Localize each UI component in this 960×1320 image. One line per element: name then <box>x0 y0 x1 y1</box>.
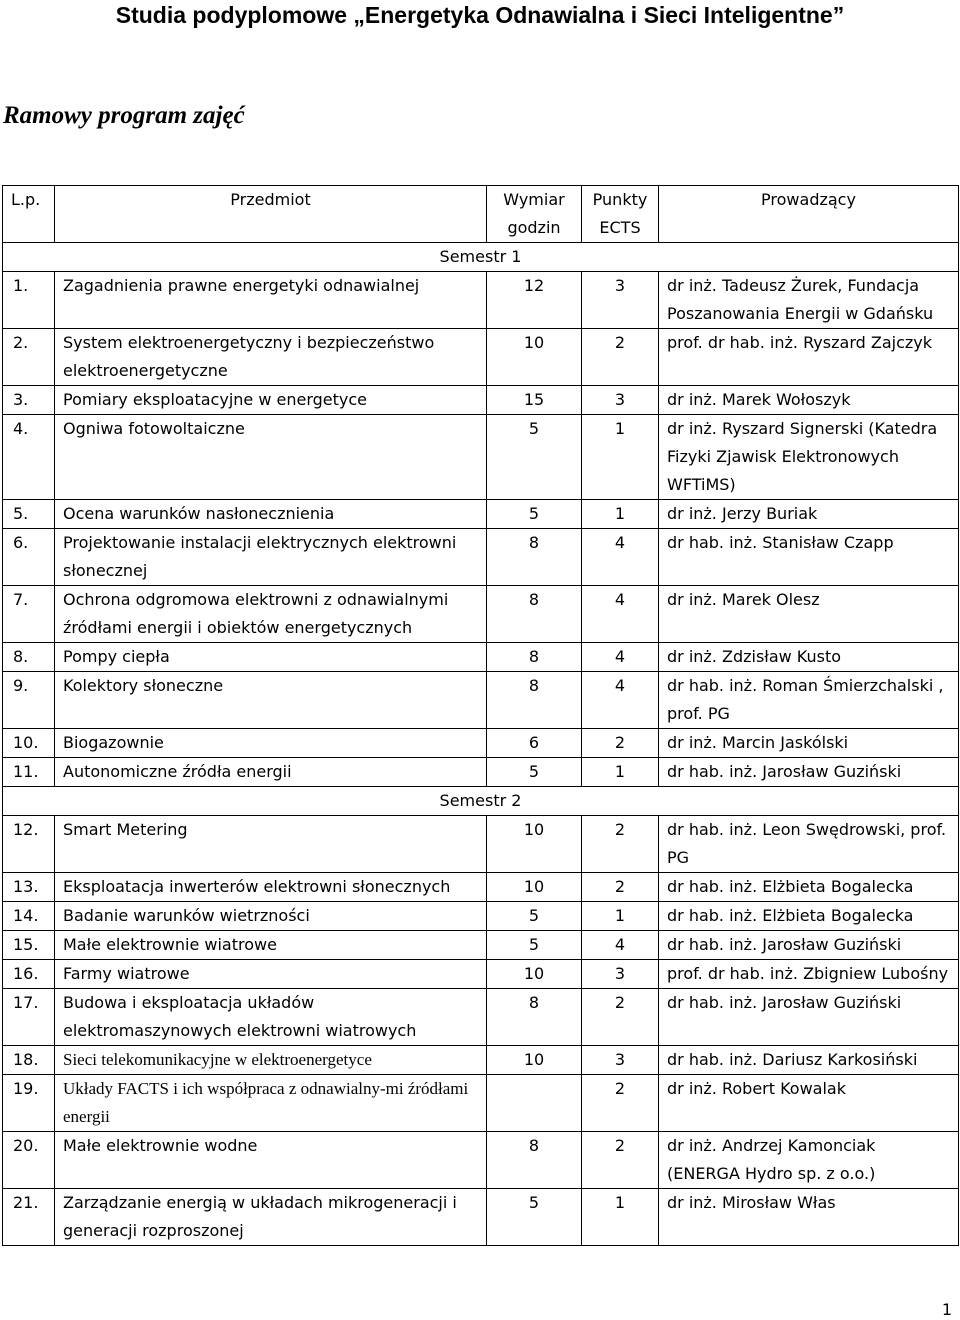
row-hours: 10 <box>487 1046 582 1075</box>
row-hours: 10 <box>487 816 582 873</box>
row-hours <box>487 1075 582 1132</box>
row-lp: 5. <box>3 500 55 529</box>
row-hours: 5 <box>487 758 582 787</box>
row-subject: Ogniwa fotowoltaiczne <box>55 415 487 500</box>
row-lecturer: dr hab. inż. Jarosław Guziński <box>659 758 959 787</box>
header-hours: Wymiar godzin <box>487 186 582 243</box>
row-ects: 2 <box>582 729 659 758</box>
row-lecturer: prof. dr hab. inż. Zbigniew Lubośny <box>659 960 959 989</box>
row-lecturer: dr inż. Jerzy Buriak <box>659 500 959 529</box>
row-lecturer: dr inż. Mirosław Włas <box>659 1189 959 1246</box>
row-lecturer: dr hab. inż. Elżbieta Bogalecka <box>659 902 959 931</box>
row-ects: 2 <box>582 989 659 1046</box>
row-lecturer: dr inż. Zdzisław Kusto <box>659 643 959 672</box>
row-lp: 2. <box>3 329 55 386</box>
row-ects: 4 <box>582 586 659 643</box>
row-lp: 21. <box>3 1189 55 1246</box>
row-lp: 7. <box>3 586 55 643</box>
table-row <box>3 873 959 902</box>
row-subject: Eksploatacja inwerterów elektrowni słonecznych <box>55 873 487 902</box>
row-ects: 2 <box>582 329 659 386</box>
table-row <box>3 1046 959 1075</box>
row-lp: 10. <box>3 729 55 758</box>
table-row <box>3 329 959 386</box>
row-ects: 1 <box>582 758 659 787</box>
row-subject: Zagadnienia prawne energetyki odnawialnej <box>55 272 487 329</box>
row-lp: 9. <box>3 672 55 729</box>
row-hours: 8 <box>487 989 582 1046</box>
table-row <box>3 1075 959 1132</box>
table-row <box>3 500 959 529</box>
semester-row <box>3 787 959 816</box>
table-row <box>3 386 959 415</box>
row-subject: Badanie warunków wietrzności <box>55 902 487 931</box>
row-hours: 8 <box>487 529 582 586</box>
header-subject: Przedmiot <box>55 186 487 243</box>
row-lp: 11. <box>3 758 55 787</box>
row-lp: 14. <box>3 902 55 931</box>
table-row <box>3 672 959 729</box>
row-ects: 2 <box>582 873 659 902</box>
row-lecturer: prof. dr hab. inż. Ryszard Zajczyk <box>659 329 959 386</box>
row-ects: 3 <box>582 1046 659 1075</box>
row-lp: 13. <box>3 873 55 902</box>
table-row <box>3 989 959 1046</box>
table-row <box>3 415 959 500</box>
row-lp: 6. <box>3 529 55 586</box>
document-subtitle: Ramowy program zajęć <box>3 102 245 129</box>
row-subject: Zarządzanie energią w układach mikrogeneracji i generacji rozproszonej <box>55 1189 487 1246</box>
row-subject: Biogazownie <box>55 729 487 758</box>
table-row <box>3 586 959 643</box>
row-ects: 3 <box>582 960 659 989</box>
row-lecturer: dr hab. inż. Dariusz Karkosiński <box>659 1046 959 1075</box>
row-lp: 3. <box>3 386 55 415</box>
row-hours: 8 <box>487 586 582 643</box>
table-row <box>3 758 959 787</box>
row-hours: 8 <box>487 672 582 729</box>
row-hours: 6 <box>487 729 582 758</box>
table-row <box>3 272 959 329</box>
row-lp: 19. <box>3 1075 55 1132</box>
semester2-label: Semestr 2 <box>3 787 959 816</box>
row-lecturer: dr hab. inż. Roman Śmierzchalski , prof. PG <box>659 672 959 729</box>
row-subject: Pompy ciepła <box>55 643 487 672</box>
row-lp: 16. <box>3 960 55 989</box>
row-lecturer: dr inż. Marcin Jaskólski <box>659 729 959 758</box>
row-lp: 18. <box>3 1046 55 1075</box>
row-lecturer: dr inż. Ryszard Signerski (Katedra Fizyki Zjawisk Elektronowych WFTiMS) <box>659 415 959 500</box>
row-hours: 10 <box>487 329 582 386</box>
table-header-row <box>3 186 959 243</box>
row-ects: 1 <box>582 1189 659 1246</box>
table-row <box>3 729 959 758</box>
row-lecturer: dr hab. inż. Jarosław Guziński <box>659 989 959 1046</box>
row-subject: Sieci telekomunikacyjne w elektroenergetyce <box>55 1046 487 1075</box>
row-subject: Układy FACTS i ich współpraca z odnawialny-mi źródłami energii <box>55 1075 487 1132</box>
row-subject: Ochrona odgromowa elektrowni z odnawialnymi źródłami energii i obiektów energetycznych <box>55 586 487 643</box>
row-lp: 20. <box>3 1132 55 1189</box>
table-row <box>3 1189 959 1246</box>
header-ects: Punkty ECTS <box>582 186 659 243</box>
row-hours: 5 <box>487 1189 582 1246</box>
semester1-label: Semestr 1 <box>3 243 959 272</box>
table-row <box>3 902 959 931</box>
row-subject: Budowa i eksploatacja układów elektromaszynowych elektrowni wiatrowych <box>55 989 487 1046</box>
row-lecturer: dr inż. Marek Wołoszyk <box>659 386 959 415</box>
row-lecturer: dr inż. Robert Kowalak <box>659 1075 959 1132</box>
table-row <box>3 1132 959 1189</box>
row-ects: 2 <box>582 1132 659 1189</box>
row-subject: Autonomiczne źródła energii <box>55 758 487 787</box>
table-row <box>3 643 959 672</box>
row-lp: 8. <box>3 643 55 672</box>
table-row <box>3 931 959 960</box>
row-lp: 12. <box>3 816 55 873</box>
row-subject: Smart Metering <box>55 816 487 873</box>
row-lp: 17. <box>3 989 55 1046</box>
row-subject: System elektroenergetyczny i bezpieczeństwo elektroenergetyczne <box>55 329 487 386</box>
row-hours: 15 <box>487 386 582 415</box>
row-lecturer: dr hab. inż. Jarosław Guziński <box>659 931 959 960</box>
row-hours: 5 <box>487 415 582 500</box>
row-ects: 1 <box>582 500 659 529</box>
row-hours: 10 <box>487 960 582 989</box>
row-lecturer: dr inż. Tadeusz Żurek, Fundacja Poszanowania Energii w Gdańsku <box>659 272 959 329</box>
row-subject: Małe elektrownie wodne <box>55 1132 487 1189</box>
semester-row <box>3 243 959 272</box>
row-lp: 4. <box>3 415 55 500</box>
row-ects: 1 <box>582 415 659 500</box>
row-lecturer: dr hab. inż. Elżbieta Bogalecka <box>659 873 959 902</box>
row-hours: 8 <box>487 643 582 672</box>
row-hours: 12 <box>487 272 582 329</box>
row-subject: Ocena warunków nasłonecznienia <box>55 500 487 529</box>
row-hours: 10 <box>487 873 582 902</box>
row-subject: Małe elektrownie wiatrowe <box>55 931 487 960</box>
document-title: Studia podyplomowe „Energetyka Odnawialna i Sieci Inteligentne” <box>115 2 845 28</box>
row-lecturer: dr hab. inż. Stanisław Czapp <box>659 529 959 586</box>
row-lecturer: dr inż. Andrzej Kamonciak (ENERGA Hydro sp. z o.o.) <box>659 1132 959 1189</box>
row-ects: 1 <box>582 902 659 931</box>
row-lp: 1. <box>3 272 55 329</box>
table-row <box>3 529 959 586</box>
row-ects: 3 <box>582 386 659 415</box>
row-ects: 3 <box>582 272 659 329</box>
row-ects: 4 <box>582 643 659 672</box>
row-subject: Projektowanie instalacji elektrycznych elektrowni słonecznej <box>55 529 487 586</box>
header-lp: L.p. <box>3 186 55 243</box>
row-ects: 4 <box>582 931 659 960</box>
row-subject: Farmy wiatrowe <box>55 960 487 989</box>
row-ects: 2 <box>582 816 659 873</box>
row-hours: 5 <box>487 931 582 960</box>
row-hours: 8 <box>487 1132 582 1189</box>
row-subject: Pomiary eksploatacyjne w energetyce <box>55 386 487 415</box>
header-lecturer: Prowadzący <box>659 186 959 243</box>
page-number: 1 <box>941 1300 952 1319</box>
row-hours: 5 <box>487 500 582 529</box>
row-lp: 15. <box>3 931 55 960</box>
row-lecturer: dr hab. inż. Leon Swędrowski, prof. PG <box>659 816 959 873</box>
program-table <box>2 185 959 1246</box>
row-ects: 4 <box>582 529 659 586</box>
row-subject: Kolektory słoneczne <box>55 672 487 729</box>
table-row <box>3 960 959 989</box>
table-row <box>3 816 959 873</box>
row-ects: 2 <box>582 1075 659 1132</box>
row-hours: 5 <box>487 902 582 931</box>
row-lecturer: dr inż. Marek Olesz <box>659 586 959 643</box>
row-ects: 4 <box>582 672 659 729</box>
